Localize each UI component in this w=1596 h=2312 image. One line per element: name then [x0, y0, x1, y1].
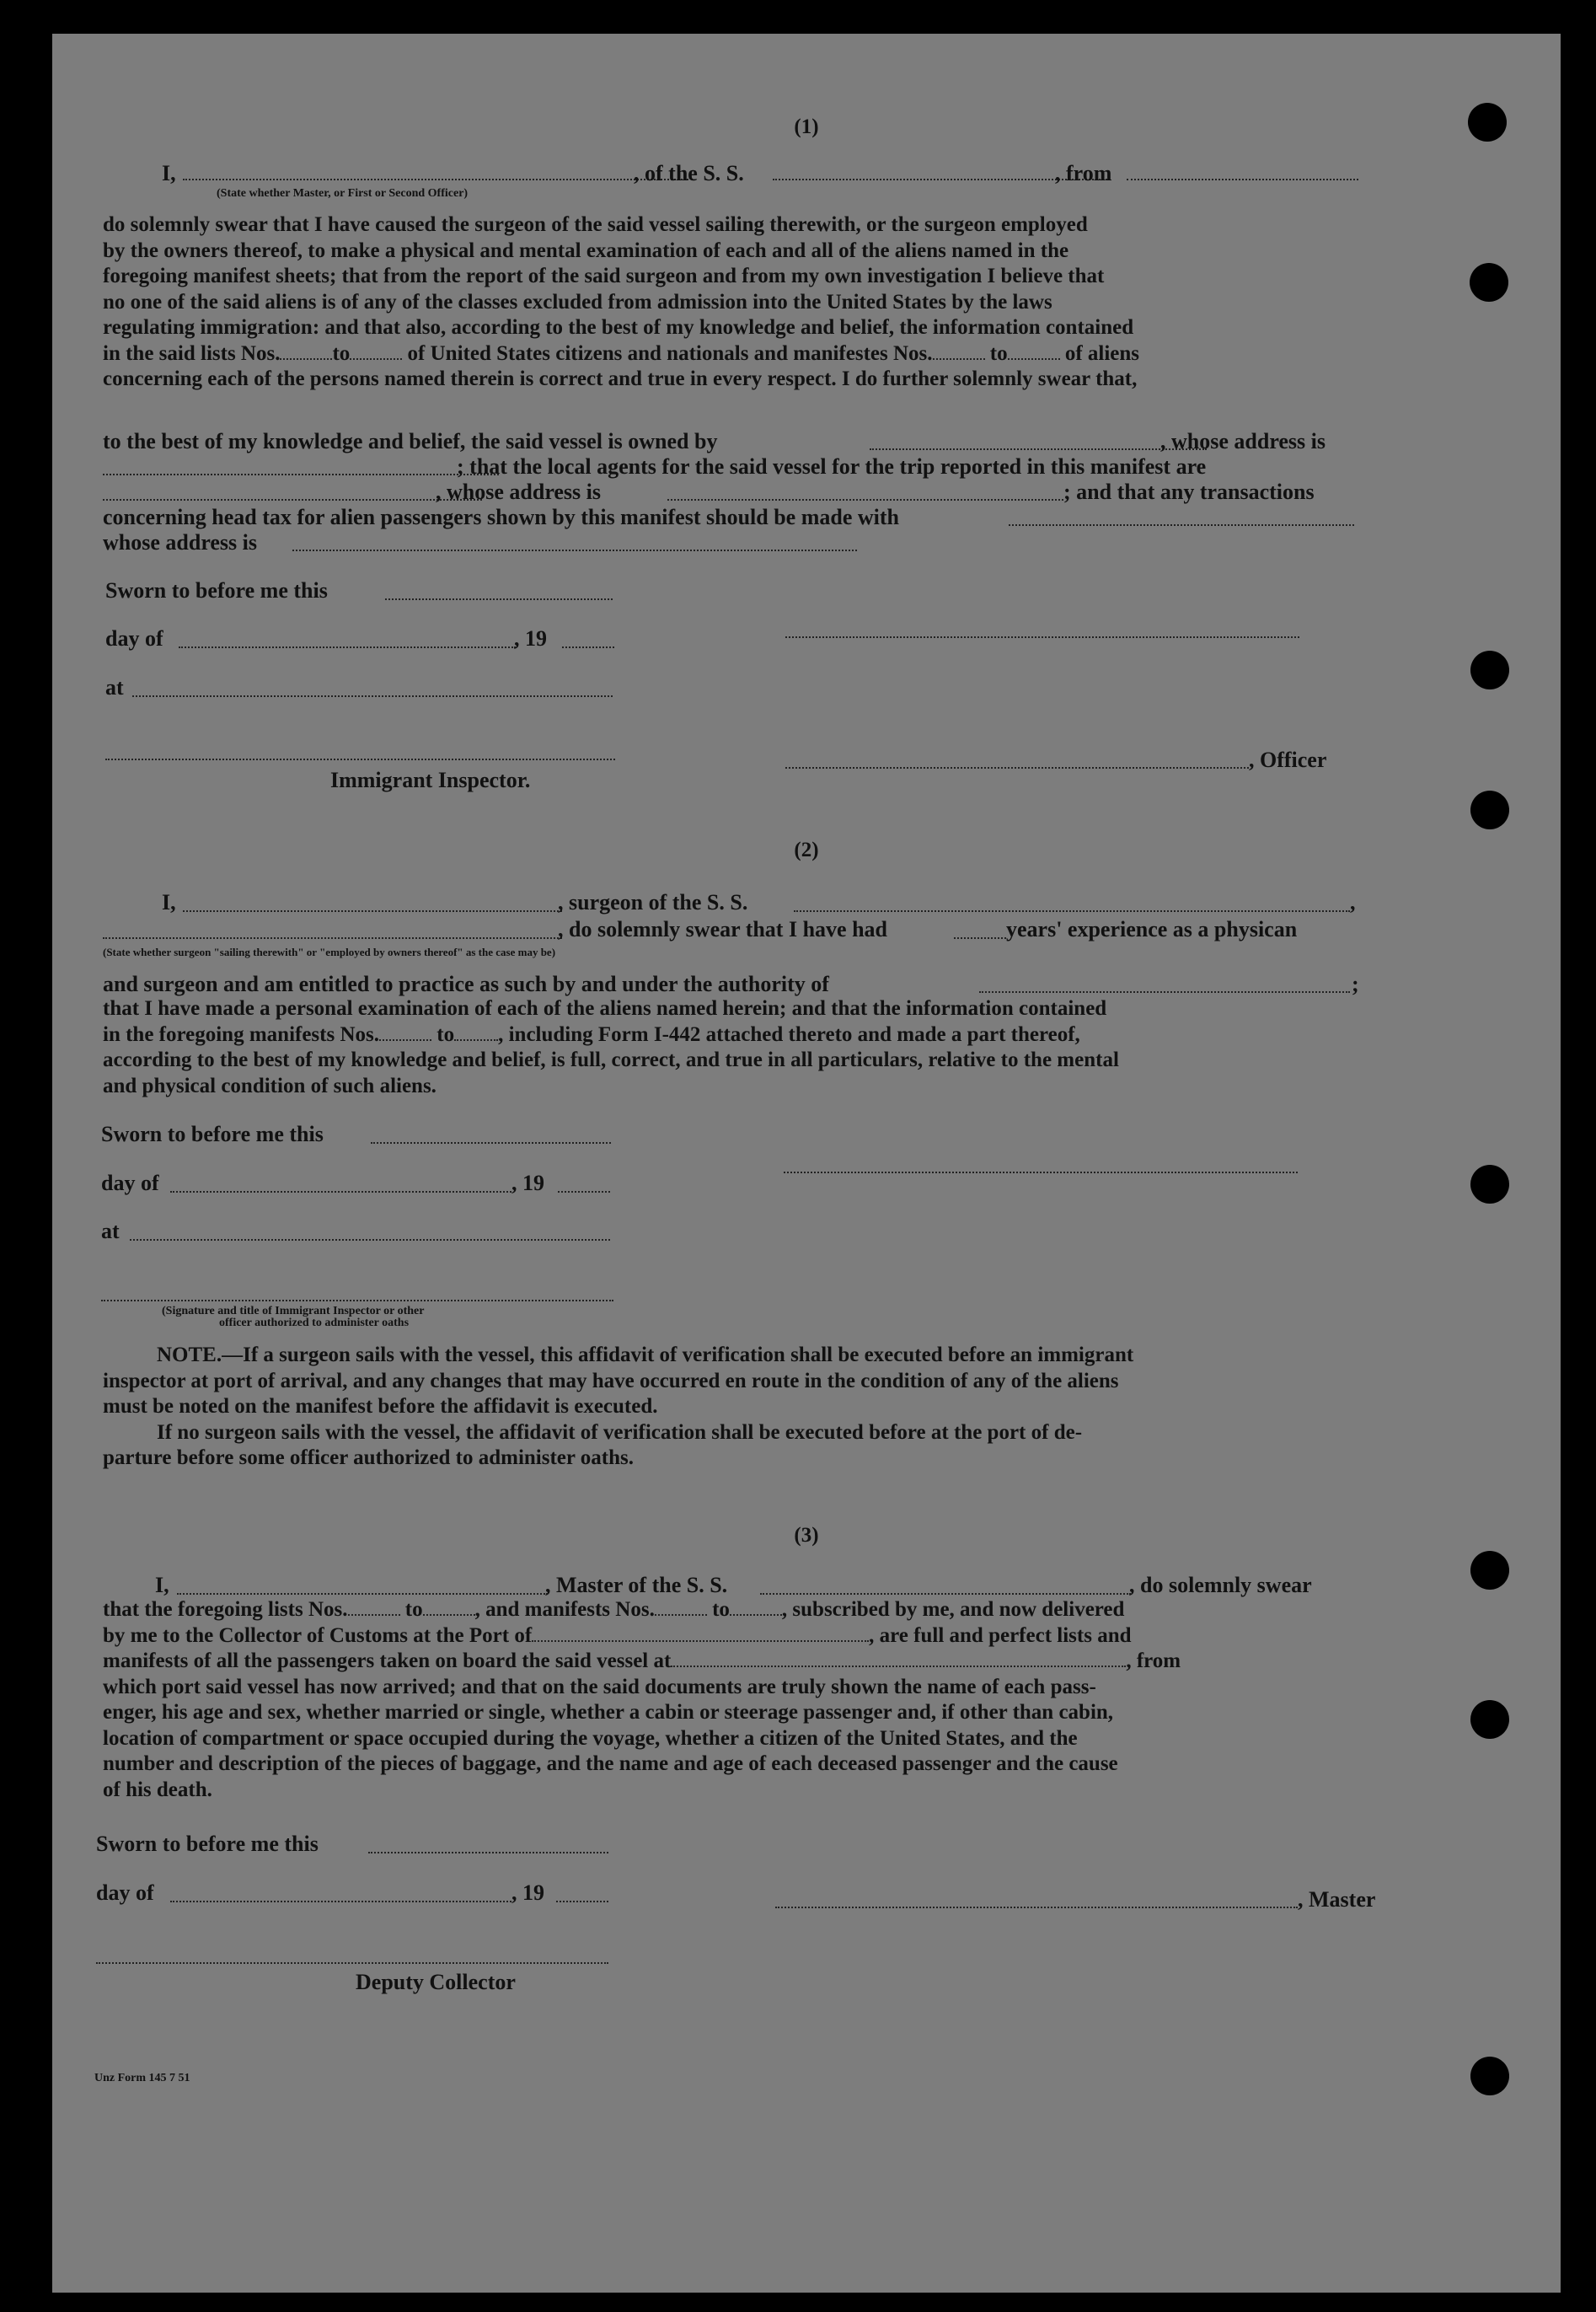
s1-owner-field[interactable] [870, 448, 1207, 450]
s1-line: by the owners thereof, to make a physical and mental examination of each and all of the aliens named in the [103, 239, 1069, 262]
s2-surgeon-of-label: , surgeon of the S. S. [558, 890, 748, 915]
s2-sworn-label: Sworn to before me this [101, 1122, 324, 1146]
section-3-number: (3) [794, 1524, 819, 1547]
s2-manifests-from-field[interactable] [379, 1024, 431, 1041]
s1-inspector-signature-field[interactable] [105, 759, 615, 760]
s2-year-label: , 19 [511, 1171, 544, 1195]
s3-line: which port said vessel has now arrived; and that on the said documents are truly shown the name of each pass- [103, 1675, 1096, 1698]
s2-surgeon-type-field[interactable] [103, 937, 562, 939]
s1-from-label: , from [1055, 161, 1112, 185]
s3-port-field[interactable] [532, 1625, 869, 1642]
s3-boarding-port-field[interactable] [671, 1650, 1126, 1667]
s3-line: that the foregoing lists Nos. to , and manifests Nos. to , subscribed by me, and now delivered [103, 1598, 1125, 1621]
punch-hole [1470, 1165, 1509, 1204]
s2-note-line: inspector at port of arrival, and any changes that may have occurred en route in the condition of any of the aliens [103, 1369, 1119, 1392]
section-1-number: (1) [794, 115, 819, 138]
s3-paragraph [103, 1597, 1358, 1803]
s2-ship-name-field[interactable] [794, 910, 1350, 912]
s3-line: of his death. [103, 1778, 212, 1801]
s2-at-field[interactable] [130, 1239, 610, 1241]
s1-owner-address-label: , whose address is [1160, 429, 1326, 453]
s1-agents-address-label: , whose address is [436, 480, 602, 504]
s3-sworn-label: Sworn to before me this [96, 1832, 319, 1856]
s2-semicolon: ; [1352, 972, 1359, 996]
punch-hole [1470, 1700, 1509, 1739]
s3-year-label: , 19 [511, 1880, 544, 1905]
s3-master-of-label: , Master of the S. S. [545, 1573, 728, 1597]
s2-sworn-date-field[interactable] [371, 1142, 611, 1144]
s1-month-field[interactable] [179, 646, 516, 648]
s1-sworn-label: Sworn to before me this [105, 578, 328, 603]
s1-at-field[interactable] [132, 695, 613, 697]
s2-i-label: I, [162, 890, 176, 915]
s3-sworn-date-field[interactable] [368, 1852, 608, 1853]
s2-surgeon-name-field[interactable] [183, 910, 562, 912]
punch-hole [1470, 1551, 1509, 1590]
s3-master-signature-field[interactable] [775, 1907, 1298, 1908]
s2-paragraph [103, 996, 1358, 1099]
s2-line: according to the best of my knowledge and belief, is full, correct, and true in all particulars, relative to the mental [103, 1049, 1119, 1071]
s2-note-line: parture before some officer authorized to administer oaths. [103, 1446, 634, 1469]
punch-hole [1470, 651, 1509, 689]
s1-day-of-label: day of [105, 626, 163, 651]
s1-owner-address-field[interactable] [103, 474, 499, 475]
s1-local-agents-label: ; that the local agents for the said vessel for the trip reported in this manifest are [457, 454, 1207, 479]
s2-years-label: years' experience as a physican [1006, 917, 1298, 941]
s2-years-field[interactable] [954, 937, 1006, 939]
s3-deputy-signature-field[interactable] [96, 1962, 608, 1964]
s2-surgeon-note: (State whether surgeon "sailing therewith" or "employed by owners thereof" as the case may be) [103, 946, 556, 958]
s3-deputy-label: Deputy Collector [356, 1970, 516, 1994]
s2-signature-note: officer authorized to administer oaths [219, 1317, 410, 1329]
s3-line: number and description of the pieces of baggage, and the name and age of each deceased passenger and the cause [103, 1752, 1118, 1775]
s1-agents-field[interactable] [103, 499, 482, 501]
s2-note-paragraph [103, 1343, 1358, 1472]
s1-agents-address-field[interactable] [667, 499, 1063, 501]
s2-authority-label: and surgeon and am entitled to practice as such by and under the authority of [103, 972, 829, 996]
s2-month-field[interactable] [170, 1191, 511, 1193]
s3-lists-from-field[interactable] [348, 1599, 400, 1616]
s1-year-field[interactable] [562, 646, 614, 648]
s3-month-field[interactable] [170, 1901, 511, 1902]
s1-whose-address-label: whose address is [103, 530, 258, 555]
s1-line: in the said lists Nos. to of United States citizens and nationals and manifestes Nos. to of aliens [103, 341, 1140, 365]
document-page [52, 34, 1561, 2293]
s3-year-field[interactable] [556, 1901, 608, 1902]
s2-signature-field[interactable] [784, 1172, 1298, 1173]
s3-line: by me to the Collector of Customs at the Port of , are full and perfect lists and [103, 1623, 1132, 1647]
punch-hole [1470, 263, 1508, 302]
s3-manifests-from-field[interactable] [655, 1599, 707, 1616]
s3-manifests-to-field[interactable] [730, 1599, 782, 1616]
s1-year-label: , 19 [514, 626, 547, 651]
s2-authority-field[interactable] [979, 991, 1350, 993]
s3-ship-name-field[interactable] [760, 1593, 1131, 1595]
s3-line: enger, his age and sex, whether married or single, whether a cabin or steerage passenger and, if other than cabin, [103, 1701, 1114, 1724]
s1-officer-signature-field[interactable] [785, 636, 1299, 638]
s2-year-field[interactable] [558, 1191, 610, 1193]
s1-line: concerning each of the persons named therein is correct and true in every respect. I do further solemnly swear that, [103, 367, 1138, 390]
s2-day-of-label: day of [101, 1171, 159, 1195]
s1-transactions-label: ; and that any transactions [1063, 480, 1315, 504]
s1-officer-name-field[interactable] [785, 767, 1249, 769]
s2-line: in the foregoing manifests Nos. to , including Form I-442 attached thereto and made a part thereof, [103, 1022, 1080, 1046]
s2-signature-note: (Signature and title of Immigrant Inspector or other [162, 1305, 425, 1317]
s1-inspector-label: Immigrant Inspector. [330, 768, 531, 792]
s1-line: do solemnly swear that I have caused the surgeon of the said vessel sailing therewith, or the surgeon employed [103, 213, 1088, 236]
form-id: Unz Form 145 7 51 [94, 2072, 190, 2084]
s1-i-label: I, [162, 161, 176, 185]
punch-hole [1470, 791, 1509, 829]
s1-of-ss-label: , of the S. S. [634, 161, 744, 185]
s1-lists-to-field[interactable] [350, 343, 402, 360]
s1-manifests-to-field[interactable] [1008, 343, 1060, 360]
s2-inspector-signature-field[interactable] [101, 1300, 613, 1301]
s1-officer-label: , Officer [1249, 748, 1327, 772]
s1-at-label: at [105, 675, 124, 700]
s2-swear-label: , do solemnly swear that I have had [558, 917, 888, 941]
s3-line: manifests of all the passengers taken on board the said vessel at , from [103, 1650, 1181, 1672]
s1-head-tax-field[interactable] [1009, 524, 1354, 526]
section-2-number: (2) [794, 839, 819, 861]
s2-at-label: at [101, 1219, 120, 1243]
s1-officer-note: (State whether Master, or First or Second Officer) [217, 187, 469, 200]
s1-head-tax-label: concerning head tax for alien passengers shown by this manifest should be made with [103, 505, 900, 529]
s1-manifests-from-field[interactable] [933, 343, 985, 360]
s3-line: location of compartment or space occupied during the voyage, whether a citizen of the United States, and the [103, 1726, 1078, 1750]
s1-line: no one of the said aliens is of any of the classes excluded from admission into the United States by the laws [103, 290, 1052, 314]
s1-head-tax-address-field[interactable] [292, 550, 857, 551]
s2-comma: , [1350, 890, 1356, 915]
s3-swear-label: , do solemnly swear [1129, 1573, 1312, 1597]
s3-lists-to-field[interactable] [423, 1599, 475, 1616]
s3-master-name-field[interactable] [177, 1593, 548, 1595]
s2-manifests-to-field[interactable] [454, 1024, 498, 1041]
s1-from-port-field[interactable] [1127, 179, 1358, 180]
s3-day-of-label: day of [96, 1880, 154, 1905]
s1-paragraph [103, 212, 1358, 393]
s3-master-label: , Master [1298, 1887, 1376, 1912]
s1-officer-rank-field[interactable] [183, 179, 688, 180]
punch-hole [1470, 2057, 1509, 2095]
s1-line: foregoing manifest sheets; that from the report of the said surgeon and from my own investigation I believe that [103, 265, 1105, 287]
s1-owned-by-label: to the best of my knowledge and belief, the said vessel is owned by [103, 429, 718, 453]
s2-note-line: must be noted on the manifest before the affidavit is executed. [103, 1395, 658, 1418]
s2-note-line: If no surgeon sails with the vessel, the affidavit of verification shall be executed before at the port of de- [157, 1420, 1083, 1444]
s2-line: and physical condition of such aliens. [103, 1074, 436, 1097]
s2-note-line: NOTE.—If a surgeon sails with the vessel, this affidavit of verification shall be executed before an immigrant [157, 1344, 1134, 1366]
s1-sworn-date-field[interactable] [385, 598, 613, 600]
s1-lists-from-field[interactable] [280, 343, 332, 360]
s3-i-label: I, [155, 1573, 169, 1597]
s1-line: regulating immigration: and that also, according to the best of my knowledge and belief, the information contained [103, 316, 1134, 339]
s2-line: that I have made a personal examination of each of the aliens named herein; and that the information contained [103, 997, 1107, 1020]
